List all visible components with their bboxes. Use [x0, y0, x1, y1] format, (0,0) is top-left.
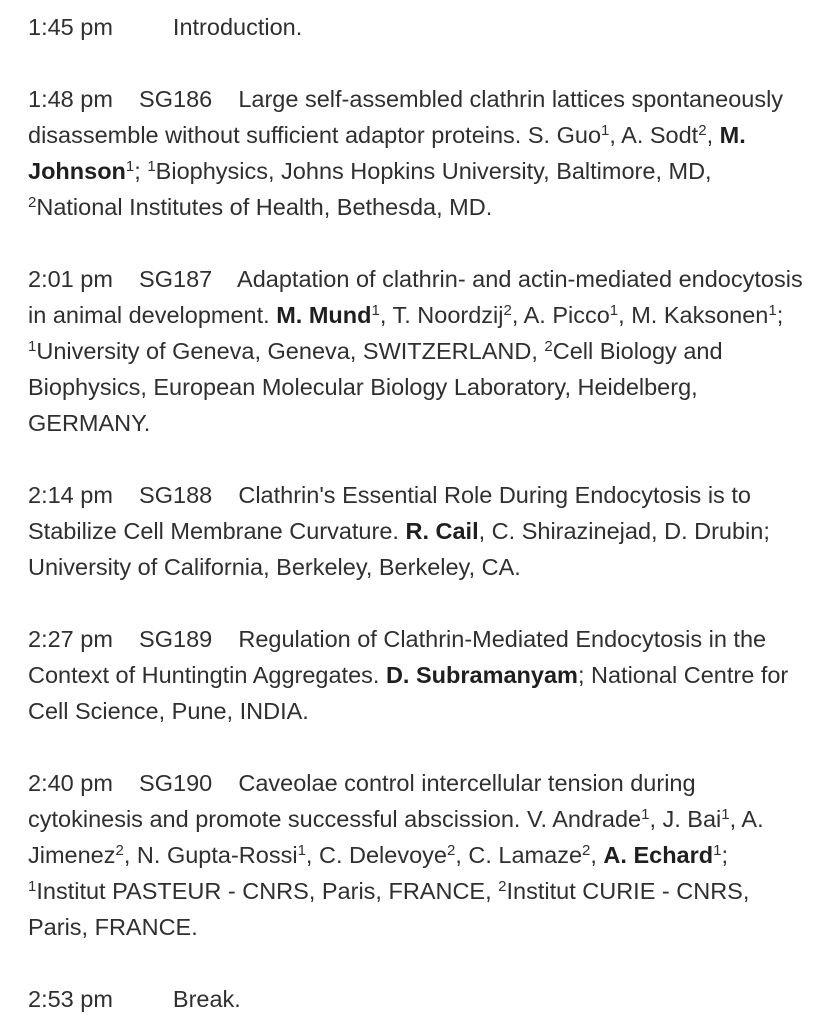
intro-label: Introduction.	[172, 14, 303, 40]
presenting-author: D. Subramanyam	[385, 662, 578, 688]
talk-sg188: 2:14 pm SG188 Clathrin's Essential Role During Endocytosis is to Stabilize Cell Membrane Curvature. R. Cail, C. Shirazinejad, D. Drubin; University of California, Berkeley, Berkeley, CA.	[28, 482, 770, 580]
talk-title: Adaptation of clathrin- and actin-mediated endocytosis in animal development.	[28, 266, 803, 328]
break-entry	[28, 981, 808, 1017]
author: A. Jimenez	[28, 806, 764, 868]
talk-code: SG190	[139, 770, 213, 796]
talk-title: Clathrin's Essential Role During Endocytosis is to Stabilize Cell Membrane Curvature.	[28, 482, 751, 544]
talk-time: 2:14 pm	[28, 482, 113, 508]
author: S. Guo	[527, 122, 602, 148]
author: C. Lamaze	[468, 842, 583, 868]
affiliation: University of Geneva, Geneva, SWITZERLAND,	[36, 338, 538, 364]
author: T. Noordzij	[392, 302, 504, 328]
presenting-author: M. Mund	[276, 302, 372, 328]
intro-entry	[28, 9, 808, 45]
author: V. Andrade	[526, 806, 642, 832]
talk-sg190: 2:40 pm SG190 Caveolae control intercellular tension during cytokinesis and promote successful abscission. V. Andrade$^1$, J. Bai$^1$, A. Jimenez$^2$, N. Gupta-Rossi$^1$, C. Delevoye$^2$, C. Lamaze$^2$, A. Echard$^1$; $^1$Institut PASTEUR - CNRS, Paris, FRANCE, $^2$Institut CURIE - CNRS, Paris, FRANCE.	[28, 770, 764, 940]
intro-time: 1:45 pm	[28, 14, 113, 40]
talk-code: SG186	[139, 86, 213, 112]
talk-title: Regulation of Clathrin-Mediated Endocytosis in the Context of Huntingtin Aggregates.	[28, 626, 767, 688]
talk-code: SG187	[139, 266, 213, 292]
affiliation: National Centre for Cell Science, Pune, INDIA.	[28, 662, 789, 724]
talk-sg186: 1:48 pm SG186 Large self-assembled clathrin lattices spontaneously disassemble without sufficient adaptor proteins. S. Guo$^1$, A. Sodt$^2$, M. Johnson$^1$; $^1$Biophysics, Johns Hopkins University, Baltimore, MD, $^2$National Institutes of Health, Bethesda, MD.	[28, 86, 784, 220]
break-label: Break.	[172, 986, 241, 1012]
author: D. Drubin	[664, 518, 764, 544]
presenting-author: R. Cail	[405, 518, 479, 544]
talk-time: 2:27 pm	[28, 626, 113, 652]
talk-title: Caveolae control intercellular tension during cytokinesis and promote successful abscission.	[28, 770, 696, 832]
author: N. Gupta-Rossi	[136, 842, 298, 868]
author: J. Bai	[662, 806, 722, 832]
affiliation: Biophysics, Johns Hopkins University, Baltimore, MD,	[155, 158, 712, 184]
talk-time: 2:01 pm	[28, 266, 113, 292]
talk-sg189: 2:27 pm SG189 Regulation of Clathrin-Mediated Endocytosis in the Context of Huntingtin Aggregates. D. Subramanyam; National Centre for Cell Science, Pune, INDIA.	[28, 626, 789, 724]
affiliation: National Institutes of Health, Bethesda, MD.	[36, 194, 493, 220]
author: A. Picco	[523, 302, 610, 328]
talk-time: 1:48 pm	[28, 86, 113, 112]
presenting-author: M. Johnson	[28, 122, 746, 184]
talk-time: 2:40 pm	[28, 770, 113, 796]
author: M. Kaksonen	[631, 302, 769, 328]
affiliation: University of California, Berkeley, Berkeley, CA.	[28, 554, 521, 580]
talk-sg187: 2:01 pm SG187 Adaptation of clathrin- and actin-mediated endocytosis in animal development. M. Mund$^1$, T. Noordzij$^2$, A. Picco$^1$, M. Kaksonen$^1$; $^1$University of Geneva, Geneva, SWITZERLAND, $^2$Cell Biology and Biophysics, European Molecular Biology Laboratory, Heidelberg, GERMANY.	[28, 266, 803, 436]
author: C. Delevoye	[318, 842, 447, 868]
talk-code: SG189	[139, 626, 213, 652]
affiliation: Institut PASTEUR - CNRS, Paris, FRANCE,	[36, 878, 492, 904]
talk-title: Large self-assembled clathrin lattices spontaneously disassemble without sufficient adaptor proteins.	[28, 86, 784, 148]
affiliation: Cell Biology and Biophysics, European Molecular Biology Laboratory, Heidelberg, GERMANY.	[28, 338, 723, 436]
affiliation: Institut CURIE - CNRS, Paris, FRANCE.	[28, 878, 750, 940]
break-time: 2:53 pm	[28, 986, 113, 1012]
author: A. Sodt	[621, 122, 699, 148]
presenting-author: A. Echard	[603, 842, 714, 868]
author: C. Shirazinejad	[491, 518, 652, 544]
talk-code: SG188	[139, 482, 213, 508]
